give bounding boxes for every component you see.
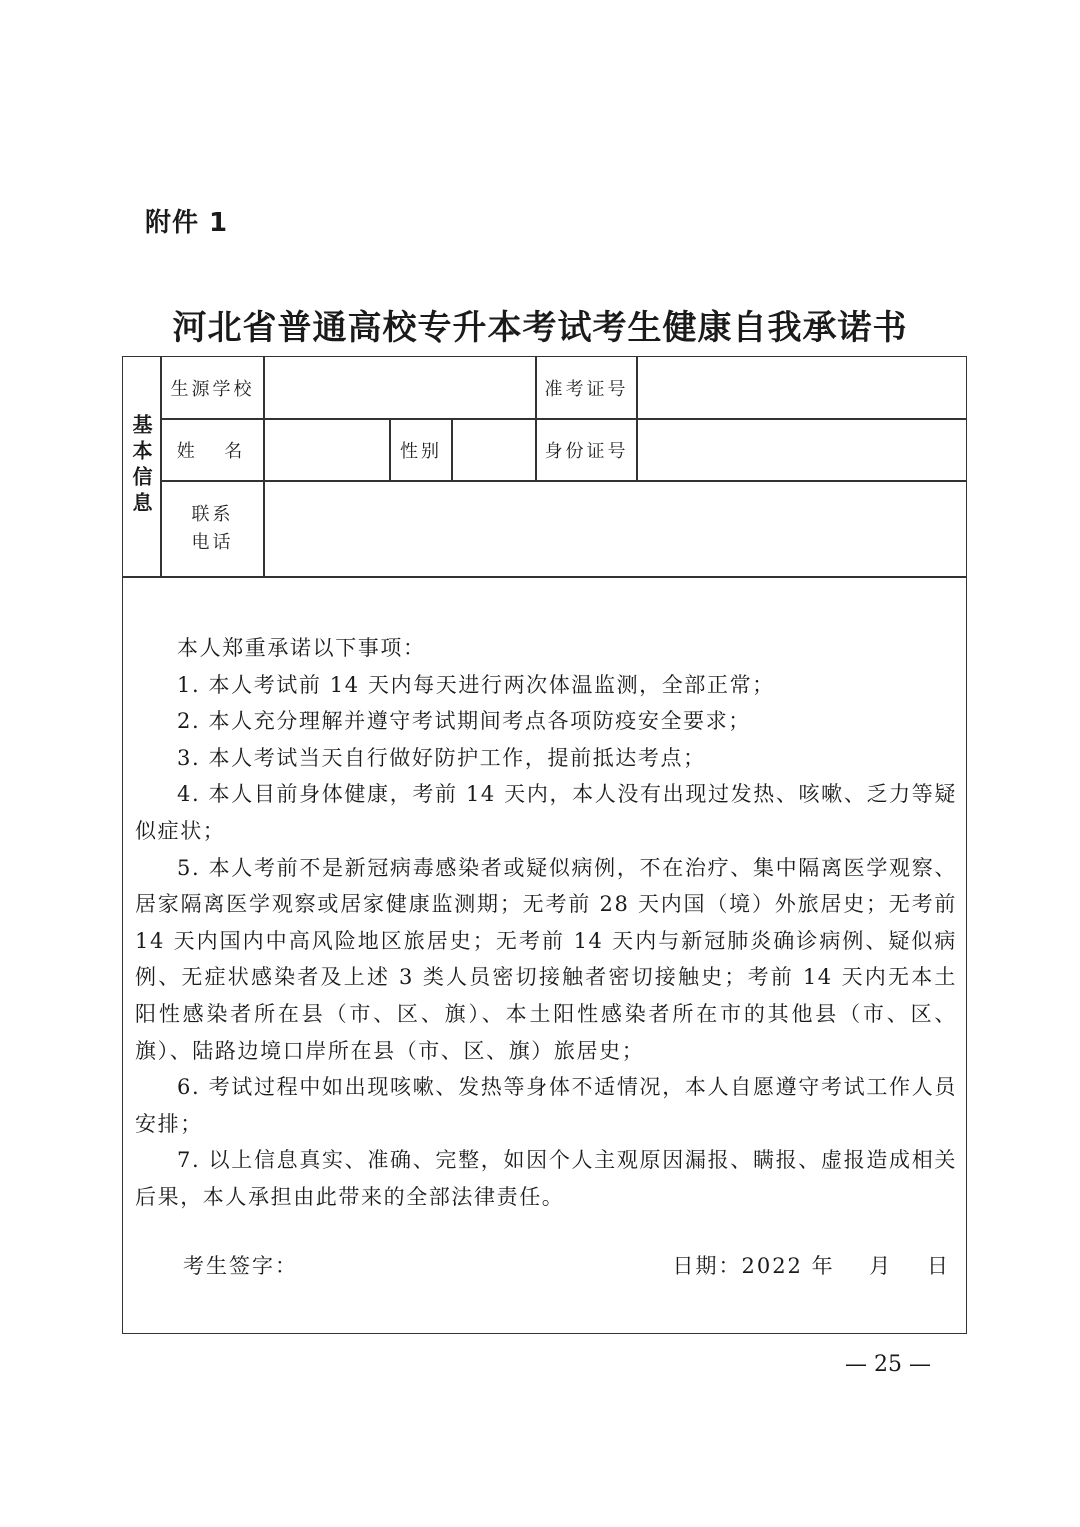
name-field[interactable] [265, 419, 389, 480]
phone-label [162, 482, 263, 576]
page-number: — 25 — [845, 1352, 931, 1377]
phone-label-line1: 联系 [191, 504, 234, 525]
name-label: 姓 名 [176, 440, 249, 462]
date-label: 日期：2022 年 月 日 [672, 1254, 950, 1278]
basic-info-section-label: 基本信息 [129, 414, 153, 518]
pledge-intro: 本人郑重承诺以下事项： [177, 636, 426, 660]
gender-label: 性别 [400, 440, 442, 462]
pledge-text [135, 630, 957, 1216]
exam-id-field[interactable] [638, 357, 966, 418]
source-school-label: 生源学校 [170, 378, 255, 400]
pledge-item: 2. 本人充分理解并遵守考试期间考点各项防疫安全要求； [177, 709, 751, 734]
pledge-item: 1. 本人考试前 14 天内每天进行两次体温监测，全部正常； [177, 672, 775, 697]
source-school-field[interactable] [265, 357, 535, 418]
signature-label: 考生签字： [183, 1254, 298, 1278]
pledge-item: 5. 本人考前不是新冠病毒感染者或疑似病例，不在治疗、集中隔离医学观察、居家隔离医学观察或居家健康监测期；无考前 28 天内国（境）外旅居史；无考前 14 天内国内中高风险地区旅居史；无考前 14 天内与新冠肺炎确诊病例、疑似病例、无症状感染者及上述 3 类人员密切接触者密切接触史；考前 14 天内无本土阳性感染者所在县（市、区、旗）、本土阳性感染者所在市的其他县（市、区、旗）、陆路边境口岸所在县（市、区、旗）旅居史； [135, 855, 957, 1063]
pledge-item: 6. 考试过程中如出现咳嗽、发热等身体不适情况，本人自愿遵守考试工作人员安排； [135, 1075, 957, 1136]
exam-id-label: 准考证号 [544, 378, 629, 400]
id-card-field[interactable] [638, 419, 966, 480]
phone-field[interactable] [265, 482, 966, 576]
table-divider [122, 576, 967, 578]
id-card-label: 身份证号 [544, 440, 629, 462]
gender-field[interactable] [453, 419, 535, 480]
pledge-item: 7. 以上信息真实、准确、完整，如因个人主观原因漏报、瞒报、虚报造成相关后果，本人承担由此带来的全部法律责任。 [135, 1148, 957, 1209]
pledge-item: 4. 本人目前身体健康，考前 14 天内，本人没有出现过发热、咳嗽、乏力等疑似症状； [135, 782, 957, 843]
phone-label-line2: 电话 [191, 532, 234, 553]
document-title: 河北省普通高校专升本考试考生健康自我承诺书 [172, 308, 908, 348]
attachment-label: 附件 1 [145, 208, 229, 238]
pledge-item: 3. 本人考试当天自行做好防护工作，提前抵达考点； [177, 745, 706, 770]
